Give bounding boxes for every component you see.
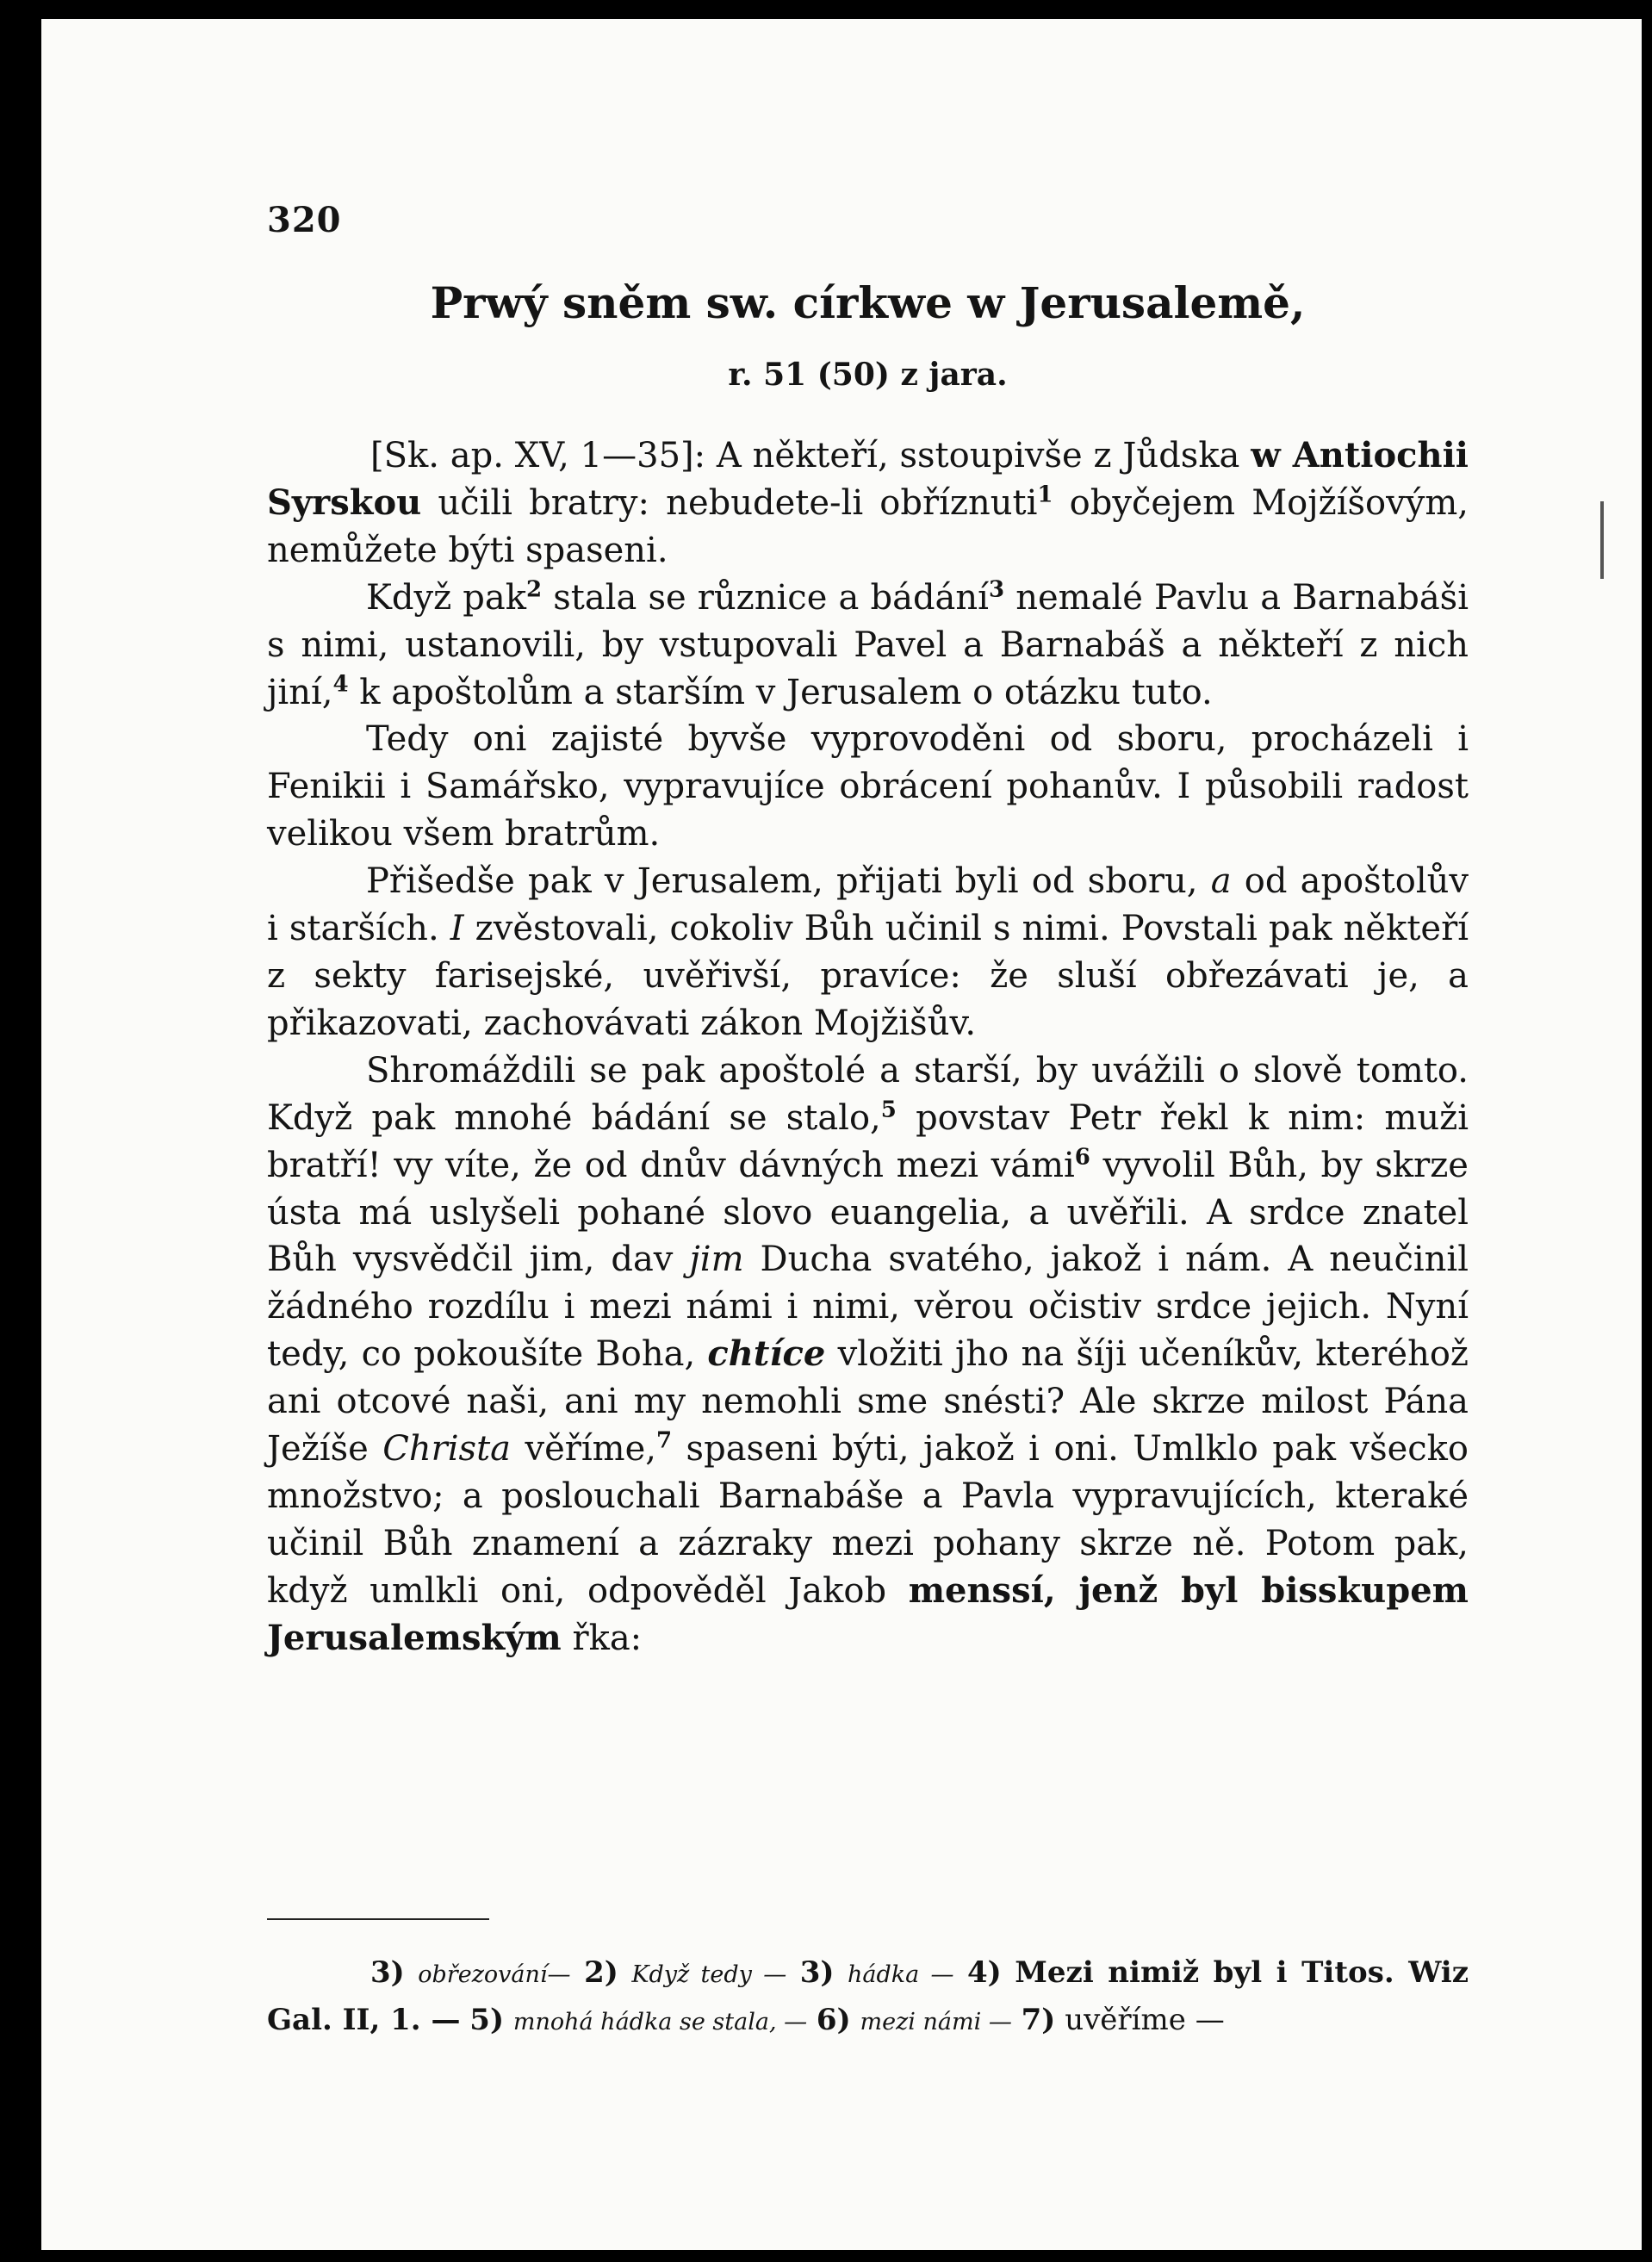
- page-edge-mark: [1600, 501, 1604, 579]
- page-number: 320: [267, 200, 342, 240]
- italic-text: a: [1210, 861, 1232, 902]
- footnote-text: Mezi nimiž byl i Titos. Wiz Gal. II, 1. —: [267, 1955, 1469, 2037]
- body-text: [267, 432, 1469, 1662]
- italic-text: Christa: [382, 1429, 511, 1470]
- text-span: k apoštolům a starším v Jerusalem o otázku tuto.: [348, 672, 1213, 712]
- footnote-number: 2): [584, 1955, 618, 1990]
- footnote-number: 4): [967, 1955, 1002, 1990]
- text-span: zvěstovali, cokoliv Bůh učinil s nimi. Povstali pak někteří z sekty farisejské, uvěřivší, pravíce: že sluší obřezávati je, a přikazovati, zachovávati zákon Mojžišův.: [267, 909, 1469, 1043]
- text-span: stala se různice a bádání: [542, 577, 989, 618]
- footnote-text: mezi námi —: [860, 2009, 1012, 2035]
- footnote-text: mnohá hádka se stala, —: [512, 2009, 808, 2035]
- text-span: řka:: [561, 1618, 643, 1658]
- footnote-marker: 3: [988, 576, 1005, 603]
- footnote-number: 7): [1021, 2003, 1056, 2037]
- text-span: Shromáždili se pak apoštolé a starší, by uvážili o slově tomto. Když pak mnohé bádání se stalo,: [267, 1050, 1469, 1138]
- chapter-title: Prwý sněm sw. církwe w Jerusalemě,: [430, 277, 1306, 328]
- footnote-text: Když tedy —: [631, 1961, 787, 1988]
- paragraph-3: Tedy oni zajisté byvše vyprovoděni od sboru, procházeli i Fenikii i Samářsko, vypravujíce obrácení pohanův. I působili radost velikou všem bratrům.: [267, 719, 1469, 854]
- scripture-reference: [Sk. ap. XV, 1—35]:: [370, 436, 706, 475]
- footnote-text: obřezování—: [418, 1961, 571, 1988]
- footnote-marker: 5: [880, 1097, 897, 1123]
- footnote-number: 5): [469, 2003, 505, 2037]
- text-span: věříme,: [511, 1429, 656, 1470]
- footnote-number: 6): [816, 2003, 851, 2037]
- footnote-marker: 6: [1074, 1144, 1090, 1171]
- paragraph-5: [267, 1047, 1469, 1662]
- text-span: spaseni býti, jakož i oni. Umlklo pak všecko množstvo; a poslouchali Barnabáše a Pavla vypravujících, kteraké učinil Bůh znamení a zázraky mezi pohany skrze ně. Potom pak, když umlkli oni, odpověděl Jakob: [267, 1429, 1469, 1611]
- fraktur-text: chtíce: [707, 1333, 826, 1375]
- book-page: [41, 19, 1642, 2250]
- chapter-date: r. 51 (50) z jara.: [728, 357, 1008, 393]
- text-span: Přišedše pak v Jerusalem, přijati byli od sboru,: [366, 861, 1211, 902]
- footnote-marker: 7: [655, 1427, 673, 1454]
- text-span: Ducha svatého, jakož i nám. A neučinil žádného rozdílu i mezi námi i nimi, věrou očistiv srdce jejich. Nyní tedy, co pokoušíte Boha,: [267, 1240, 1469, 1375]
- paragraph-4: [267, 858, 1469, 1047]
- paragraph-1: [267, 432, 1469, 575]
- text-span: obyčejem Mojžíšovým, nemůžete býti spaseni.: [267, 482, 1469, 570]
- footnote-marker: 4: [332, 671, 349, 698]
- footnote-number: 3): [370, 1955, 405, 1990]
- fraktur-text: w Antiochii Syrskou: [267, 435, 1469, 523]
- text-span: vyvolil Bůh, by skrze ústa má uslyšeli pohané slovo euangelia, a uvěřili. A srdce znatel Bůh vysvědčil jim, dav: [267, 1145, 1469, 1280]
- footnote-marker: 1: [1037, 482, 1053, 508]
- fraktur-text: menssí, jenž byl bisskupem Jerusalemským: [267, 1569, 1469, 1658]
- text-span: povstav Petr řekl k nim: muži bratří! vy víte, že od dnův dávných mezi vámi: [267, 1097, 1469, 1185]
- italic-text: I: [450, 909, 464, 949]
- text-span: od apoštolův i starších.: [267, 861, 1469, 949]
- footnote-divider: [267, 1918, 489, 1920]
- footnote-marker: 2: [526, 576, 543, 603]
- text-span: A někteří, sstoupivše z Jůdska: [705, 436, 1251, 475]
- text-span: nemalé Pavlu a Barnabáši s nimi, ustanovili, by vstupovali Pavel a Barnabáš a někteří z nich jiní,: [267, 577, 1469, 712]
- footnote-text: uvěříme —: [1065, 2003, 1225, 2037]
- footnote-block: [267, 1950, 1469, 2045]
- footnotes: [267, 1950, 1469, 2045]
- footnote-text: hádka —: [847, 1961, 954, 1988]
- text-span: Když pak: [366, 577, 526, 618]
- text-span: vložiti jho na šíji učeníkův, kteréhož ani otcové naši, ani my nemohli sme snésti? Ale skrze milost Pána Ježíše: [267, 1334, 1469, 1470]
- paragraph-2: [267, 575, 1469, 717]
- italic-text: jim: [689, 1240, 744, 1280]
- footnote-number: 3): [799, 1955, 835, 1990]
- text-span: učili bratry: nebudete-li obříznuti: [421, 482, 1038, 523]
